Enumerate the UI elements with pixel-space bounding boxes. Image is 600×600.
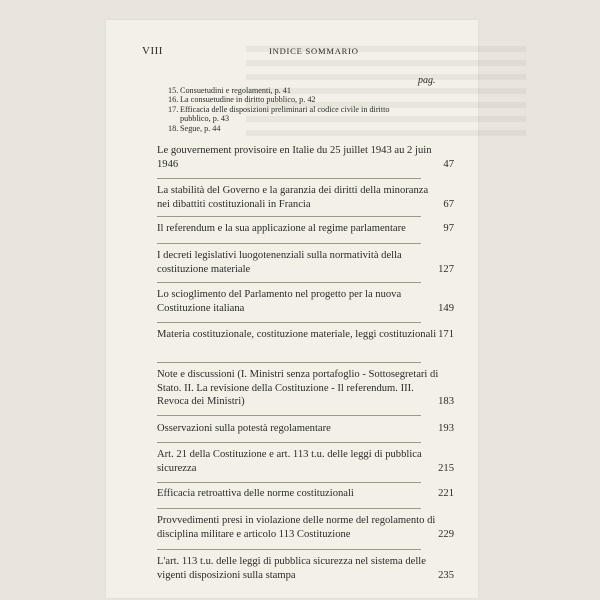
toc-entry-title: Osservazioni sulla potestà regolamentare [157, 423, 331, 434]
subsection-item [168, 124, 418, 133]
toc-entry [157, 328, 454, 342]
divider [157, 282, 421, 283]
toc-entry [157, 144, 454, 171]
divider [157, 442, 421, 443]
toc-entry-title: Il referendum e la sua applicazione al regime parlamentare [157, 223, 406, 234]
toc-entry-title: Provvedimenti presi in violazione delle norme del regolamento di disciplina militare e articolo 113 Costituzione [157, 515, 436, 540]
toc-entry [157, 222, 454, 236]
subsection-list [168, 86, 418, 133]
subsection-item [168, 86, 418, 95]
divider [157, 216, 421, 217]
subsection-number: 18. [168, 123, 179, 133]
toc-entry [157, 184, 454, 211]
subsection-number: 17. [168, 104, 179, 114]
subsection-item [168, 95, 418, 104]
toc-entry-title: Note e discussioni (I. Ministri senza portafoglio - Sottosegretari di Stato. II. La revisione della Costituzione - Il referendum. III. Revoca dei Ministri) [157, 369, 439, 407]
divider [157, 322, 421, 323]
toc-entry [157, 288, 454, 315]
subsection-number: 16. [168, 95, 179, 105]
subsection-text: Segue, p. 44 [180, 123, 221, 133]
book-page [106, 20, 478, 598]
subsection-text: Efficacia delle disposizioni preliminari al codice civile in diritto pubblico, p. 43 [180, 104, 390, 124]
toc-entry-title: Lo scioglimento del Parlamento nel progetto per la nuova Costituzione italiana [157, 289, 402, 314]
divider [157, 362, 421, 363]
toc-entry [157, 422, 454, 436]
toc-entry-title: La stabilità del Governo e la garanzia dei diritti della minoranza nei dibattiti costituzionali in Francia [157, 185, 429, 210]
toc-entry [157, 249, 454, 276]
toc-entry [157, 448, 454, 475]
toc-entry [157, 555, 454, 582]
subsection-number: 15. [168, 86, 179, 95]
divider [157, 243, 421, 244]
page-number: VIII [142, 45, 163, 57]
toc-entry-page: 149 [438, 302, 454, 314]
toc-entry-page: 127 [438, 263, 454, 275]
toc-entry-page: 193 [438, 423, 454, 434]
toc-entry-page: 183 [438, 396, 454, 407]
toc-entry [157, 487, 454, 501]
toc-entry-title: I decreti legislativi luogotenenziali sulla normatività della costituzione materiale [157, 250, 402, 275]
pag-label: pag. [418, 75, 436, 86]
subsection-text: La consuetudine in diritto pubblico, p. 42 [180, 95, 316, 105]
running-title: INDICE SOMMARIO [269, 46, 359, 56]
toc-entry-page: 67 [443, 198, 454, 210]
divider [157, 415, 421, 416]
toc-entry-title: Materia costituzionale, costituzione materiale, leggi costituzionali [157, 329, 437, 340]
toc-entry-page: 171 [438, 329, 454, 340]
toc-entry-page: 47 [443, 158, 454, 170]
toc-entry-title: Efficacia retroattiva delle norme costituzionali [157, 488, 354, 499]
toc-entry [157, 514, 454, 541]
toc-entry-title: Le gouvernement provisoire en Italie du 25 juillet 1943 au 2 juin 1946 [157, 145, 432, 170]
subsection-item [168, 105, 418, 124]
toc-entry-page: 221 [438, 488, 454, 499]
toc-entry-title: L'art. 113 t.u. delle leggi di pubblica sicurezza nel sistema delle vigenti disposizioni sulla stampa [157, 556, 426, 581]
divider [157, 508, 421, 509]
toc-entry [157, 368, 454, 409]
toc-entry-page: 215 [438, 462, 454, 474]
divider [157, 549, 421, 550]
toc-entry-page: 97 [443, 223, 454, 234]
toc-entry-title: Art. 21 della Costituzione e art. 113 t.u. delle leggi di pubblica sicurezza [157, 449, 422, 474]
divider [157, 482, 421, 483]
divider [157, 178, 421, 179]
subsection-text: Consuetudini e regolamenti, p. 41 [180, 86, 291, 95]
toc-entry-page: 229 [438, 528, 454, 540]
toc-entry-page: 235 [438, 569, 454, 581]
